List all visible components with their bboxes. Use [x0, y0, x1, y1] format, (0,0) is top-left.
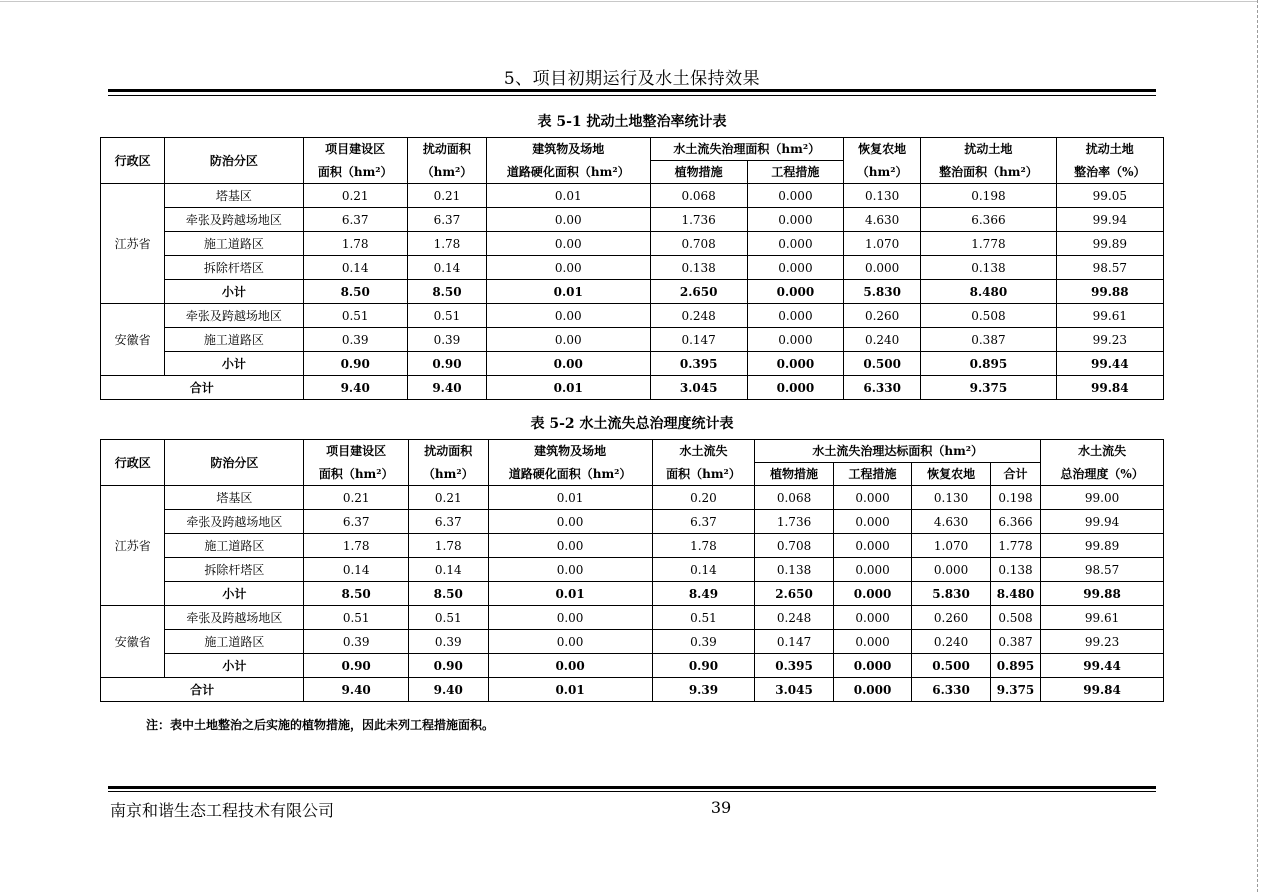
- value-cell: 99.89: [1041, 534, 1164, 558]
- value-cell: 0.198: [921, 184, 1056, 208]
- t1-header-farmland-l2: （hm²）: [856, 165, 908, 179]
- subtotal-value: 8.50: [304, 582, 409, 606]
- subtotal-row: [101, 352, 1164, 376]
- value-cell: 1.78: [303, 232, 407, 256]
- value-cell: 99.23: [1056, 328, 1163, 352]
- subtotal-value: 0.000: [833, 582, 912, 606]
- value-cell: 0.000: [844, 256, 921, 280]
- t1-header-plant: 植物措施: [650, 161, 747, 184]
- t2-header-build-area-l1: 项目建设区: [326, 444, 387, 458]
- t2-header-loss-l2: 面积（hm²）: [666, 467, 741, 481]
- table-row: [101, 304, 1164, 328]
- value-cell: 0.000: [747, 184, 843, 208]
- subtotal-label: 小计: [165, 654, 304, 678]
- value-cell: 0.21: [303, 184, 407, 208]
- value-cell: 1.736: [755, 510, 834, 534]
- value-cell: 0.39: [304, 630, 409, 654]
- value-cell: 99.23: [1041, 630, 1164, 654]
- t1-header-engineering: 工程措施: [747, 161, 843, 184]
- value-cell: 98.57: [1041, 558, 1164, 582]
- t1-header-farmland-l1: 恢复农地: [858, 142, 907, 156]
- t1-header-region: 行政区: [101, 138, 165, 184]
- running-header: 5、项目初期运行及水土保持效果: [503, 69, 761, 89]
- zone-cell: 施工道路区: [165, 630, 304, 654]
- total-value: 0.000: [747, 376, 843, 400]
- t1-header-zone: 防治分区: [165, 138, 303, 184]
- table1: [100, 137, 1164, 400]
- value-cell: 0.00: [487, 304, 650, 328]
- total-value: 6.330: [912, 678, 991, 702]
- value-cell: 0.387: [921, 328, 1056, 352]
- value-cell: 0.000: [747, 304, 843, 328]
- table-note: 注：表中土地整治之后实施的植物措施，因此未列工程措施面积。: [146, 718, 495, 732]
- value-cell: 0.068: [650, 184, 747, 208]
- total-value: 99.84: [1056, 376, 1163, 400]
- value-cell: 6.366: [921, 208, 1056, 232]
- table-row: [101, 256, 1164, 280]
- value-cell: 0.000: [833, 630, 912, 654]
- value-cell: 0.00: [488, 606, 652, 630]
- table1-caption: 表 5-1 扰动土地整治率统计表: [537, 114, 727, 130]
- value-cell: 0.21: [304, 486, 409, 510]
- zone-cell: 牵张及跨越场地区: [165, 208, 303, 232]
- value-cell: 0.708: [755, 534, 834, 558]
- zone-cell: 施工道路区: [165, 232, 303, 256]
- table2-caption: 表 5-2 水土流失总治理度统计表: [530, 416, 734, 432]
- t2-header-disturb-l1: 扰动面积: [424, 444, 473, 458]
- value-cell: 0.000: [833, 486, 912, 510]
- t1-header-build-area-l1: 项目建设区: [325, 142, 386, 156]
- t2-header-plant: 植物措施: [755, 463, 834, 486]
- t2-header-loss-l1: 水土流失: [679, 444, 728, 458]
- value-cell: 6.37: [409, 510, 489, 534]
- value-cell: 0.000: [833, 558, 912, 582]
- value-cell: 0.21: [409, 486, 489, 510]
- total-value: 3.045: [755, 678, 834, 702]
- value-cell: 0.51: [304, 606, 409, 630]
- value-cell: 0.240: [844, 328, 921, 352]
- subtotal-value: 2.650: [755, 582, 834, 606]
- t1-header-disturb-l2: （hm²）: [421, 165, 473, 179]
- subtotal-value: 0.395: [650, 352, 747, 376]
- value-cell: 0.000: [747, 232, 843, 256]
- t1-header-hardened-l1: 建筑物及场地: [532, 142, 605, 156]
- t2-header-degree: [1041, 440, 1164, 486]
- zone-cell: 塔基区: [165, 486, 304, 510]
- t2-header-treated-group: 水土流失治理达标面积（hm²）: [755, 440, 1041, 463]
- zone-cell: 施工道路区: [165, 534, 304, 558]
- value-cell: 0.138: [921, 256, 1056, 280]
- subtotal-value: 0.90: [304, 654, 409, 678]
- footer-rule-thin: [108, 791, 1156, 792]
- value-cell: 0.147: [650, 328, 747, 352]
- value-cell: 0.00: [488, 534, 652, 558]
- value-cell: 0.39: [303, 328, 407, 352]
- table-row: [101, 510, 1164, 534]
- value-cell: 0.508: [921, 304, 1056, 328]
- subtotal-row: [101, 582, 1164, 606]
- t1-header-rate: [1056, 138, 1163, 184]
- value-cell: 1.78: [652, 534, 755, 558]
- value-cell: 1.070: [844, 232, 921, 256]
- value-cell: 0.51: [652, 606, 755, 630]
- subtotal-value: 0.01: [487, 280, 650, 304]
- value-cell: 0.14: [409, 558, 489, 582]
- value-cell: 99.61: [1041, 606, 1164, 630]
- value-cell: 1.778: [990, 534, 1040, 558]
- value-cell: 99.61: [1056, 304, 1163, 328]
- total-value: 3.045: [650, 376, 747, 400]
- value-cell: 4.630: [912, 510, 991, 534]
- subtotal-value: 0.90: [303, 352, 407, 376]
- value-cell: 4.630: [844, 208, 921, 232]
- value-cell: 6.366: [990, 510, 1040, 534]
- value-cell: 98.57: [1056, 256, 1163, 280]
- subtotal-value: 99.44: [1056, 352, 1163, 376]
- value-cell: 0.708: [650, 232, 747, 256]
- t1-header-remediated-l2: 整治面积（hm²）: [939, 165, 1038, 179]
- subtotal-value: 0.895: [990, 654, 1040, 678]
- subtotal-value: 0.90: [409, 654, 489, 678]
- value-cell: 0.260: [912, 606, 991, 630]
- t1-header-hardened-l2: 道路硬化面积（hm²）: [506, 165, 630, 179]
- table-row: [101, 184, 1164, 208]
- value-cell: 1.736: [650, 208, 747, 232]
- t2-header-disturb: [409, 440, 489, 486]
- total-value: 6.330: [844, 376, 921, 400]
- zone-cell: 塔基区: [165, 184, 303, 208]
- t2-header-sum: 合计: [990, 463, 1040, 486]
- value-cell: 0.198: [990, 486, 1040, 510]
- value-cell: 0.21: [407, 184, 486, 208]
- subtotal-label: 小计: [165, 280, 303, 304]
- total-value: 9.375: [990, 678, 1040, 702]
- t2-header-farmland: 恢复农地: [912, 463, 991, 486]
- total-label: 合计: [101, 376, 304, 400]
- zone-cell: 拆除杆塔区: [165, 256, 303, 280]
- header-rule-thick: [108, 89, 1156, 92]
- subtotal-value: 0.500: [912, 654, 991, 678]
- value-cell: 0.240: [912, 630, 991, 654]
- subtotal-value: 0.895: [921, 352, 1056, 376]
- t1-header-build-area-l2: 面积（hm²）: [317, 165, 393, 179]
- value-cell: 0.508: [990, 606, 1040, 630]
- value-cell: 0.39: [407, 328, 486, 352]
- value-cell: 0.00: [487, 256, 650, 280]
- value-cell: 6.37: [304, 510, 409, 534]
- total-row: [101, 376, 1164, 400]
- value-cell: 99.00: [1041, 486, 1164, 510]
- t2-header-engineering: 工程措施: [833, 463, 912, 486]
- total-value: 9.40: [303, 376, 407, 400]
- value-cell: 0.138: [990, 558, 1040, 582]
- value-cell: 0.14: [652, 558, 755, 582]
- region-cell: 江苏省: [101, 184, 165, 304]
- subtotal-label: 小计: [165, 582, 304, 606]
- total-value: 0.01: [488, 678, 652, 702]
- subtotal-value: 0.00: [488, 654, 652, 678]
- subtotal-value: 99.88: [1041, 582, 1164, 606]
- subtotal-value: 99.44: [1041, 654, 1164, 678]
- table-row: [101, 606, 1164, 630]
- value-cell: 1.070: [912, 534, 991, 558]
- subtotal-value: 2.650: [650, 280, 747, 304]
- table-row: [101, 232, 1164, 256]
- t1-header-disturb-l1: 扰动面积: [422, 142, 471, 156]
- value-cell: 0.387: [990, 630, 1040, 654]
- zone-cell: 拆除杆塔区: [165, 558, 304, 582]
- value-cell: 1.78: [304, 534, 409, 558]
- table-row: [101, 534, 1164, 558]
- value-cell: 0.068: [755, 486, 834, 510]
- value-cell: 0.01: [488, 486, 652, 510]
- value-cell: 0.20: [652, 486, 755, 510]
- subtotal-row: [101, 280, 1164, 304]
- page-top-edge: [0, 1, 1258, 2]
- t2-header-build-area: [304, 440, 409, 486]
- value-cell: 0.000: [747, 256, 843, 280]
- subtotal-value: 0.01: [488, 582, 652, 606]
- value-cell: 0.00: [488, 630, 652, 654]
- subtotal-value: 0.90: [652, 654, 755, 678]
- t1-header-remediated-l1: 扰动土地: [964, 142, 1013, 156]
- total-value: 9.40: [409, 678, 489, 702]
- subtotal-value: 0.000: [747, 352, 843, 376]
- total-value: 9.375: [921, 376, 1056, 400]
- subtotal-value: 8.49: [652, 582, 755, 606]
- value-cell: 0.51: [303, 304, 407, 328]
- value-cell: 1.778: [921, 232, 1056, 256]
- subtotal-value: 99.88: [1056, 280, 1163, 304]
- value-cell: 0.000: [747, 208, 843, 232]
- subtotal-label: 小计: [165, 352, 303, 376]
- value-cell: 6.37: [407, 208, 486, 232]
- value-cell: 0.000: [833, 606, 912, 630]
- value-cell: 0.00: [487, 208, 650, 232]
- value-cell: 1.78: [407, 232, 486, 256]
- value-cell: 0.00: [487, 232, 650, 256]
- value-cell: 6.37: [303, 208, 407, 232]
- total-value: 9.40: [407, 376, 486, 400]
- value-cell: 0.138: [650, 256, 747, 280]
- value-cell: 0.51: [407, 304, 486, 328]
- value-cell: 0.000: [747, 328, 843, 352]
- footer-company: 南京和谐生态工程技术有限公司: [110, 801, 335, 820]
- t1-header-build-area: [303, 138, 407, 184]
- total-label: 合计: [101, 678, 304, 702]
- value-cell: 0.01: [487, 184, 650, 208]
- page-number: 39: [710, 798, 732, 817]
- page-right-edge: [1257, 0, 1258, 892]
- subtotal-value: 8.50: [409, 582, 489, 606]
- table-row: [101, 558, 1164, 582]
- value-cell: 0.14: [407, 256, 486, 280]
- total-value: 9.39: [652, 678, 755, 702]
- value-cell: 1.78: [409, 534, 489, 558]
- total-value: 0.000: [833, 678, 912, 702]
- subtotal-value: 0.500: [844, 352, 921, 376]
- subtotal-value: 5.830: [844, 280, 921, 304]
- value-cell: 99.94: [1041, 510, 1164, 534]
- t1-header-farmland: [844, 138, 921, 184]
- t2-header-disturb-l2: （hm²）: [422, 467, 474, 481]
- table-row: [101, 328, 1164, 352]
- value-cell: 0.51: [409, 606, 489, 630]
- value-cell: 0.138: [755, 558, 834, 582]
- value-cell: 0.39: [409, 630, 489, 654]
- t2-header-degree-l2: 总治理度（%）: [1060, 467, 1144, 481]
- t2-header-hardened-l1: 建筑物及场地: [534, 444, 607, 458]
- total-row: [101, 678, 1164, 702]
- subtotal-row: [101, 654, 1164, 678]
- t1-header-rate-l2: 整治率（%）: [1074, 165, 1146, 179]
- t1-header-erosion-group: 水土流失治理面积（hm²）: [650, 138, 844, 161]
- value-cell: 0.000: [833, 534, 912, 558]
- value-cell: 99.05: [1056, 184, 1163, 208]
- value-cell: 0.00: [487, 328, 650, 352]
- subtotal-value: 0.00: [487, 352, 650, 376]
- zone-cell: 牵张及跨越场地区: [165, 304, 303, 328]
- subtotal-value: 0.90: [407, 352, 486, 376]
- table-row: [101, 208, 1164, 232]
- value-cell: 0.248: [755, 606, 834, 630]
- t2-header-build-area-l2: 面积（hm²）: [318, 467, 394, 481]
- value-cell: 0.39: [652, 630, 755, 654]
- value-cell: 6.37: [652, 510, 755, 534]
- zone-cell: 施工道路区: [165, 328, 303, 352]
- t1-header-rate-l1: 扰动土地: [1085, 142, 1134, 156]
- t2-header-hardened-l2: 道路硬化面积（hm²）: [508, 467, 632, 481]
- zone-cell: 牵张及跨越场地区: [165, 510, 304, 534]
- subtotal-value: 8.480: [921, 280, 1056, 304]
- total-value: 0.01: [487, 376, 650, 400]
- table-row: [101, 630, 1164, 654]
- t2-header-region: 行政区: [101, 440, 165, 486]
- value-cell: 0.00: [488, 558, 652, 582]
- subtotal-value: 0.000: [747, 280, 843, 304]
- subtotal-value: 0.000: [833, 654, 912, 678]
- footer-page-wrap: [0, 798, 1262, 817]
- value-cell: 99.94: [1056, 208, 1163, 232]
- value-cell: 0.14: [303, 256, 407, 280]
- table2: [100, 439, 1164, 702]
- region-cell: 安徽省: [101, 606, 165, 678]
- total-value: 99.84: [1041, 678, 1164, 702]
- value-cell: 0.14: [304, 558, 409, 582]
- subtotal-value: 0.395: [755, 654, 834, 678]
- total-value: 9.40: [304, 678, 409, 702]
- value-cell: 0.000: [912, 558, 991, 582]
- zone-cell: 牵张及跨越场地区: [165, 606, 304, 630]
- table-row: [101, 486, 1164, 510]
- header-rule-thin: [108, 95, 1156, 96]
- subtotal-value: 5.830: [912, 582, 991, 606]
- value-cell: 0.000: [833, 510, 912, 534]
- subtotal-value: 8.50: [407, 280, 486, 304]
- value-cell: 0.248: [650, 304, 747, 328]
- value-cell: 0.00: [488, 510, 652, 534]
- t2-header-degree-l1: 水土流失: [1078, 444, 1127, 458]
- footer-rule-thick: [108, 786, 1156, 789]
- t1-header-remediated: [921, 138, 1056, 184]
- region-cell: 安徽省: [101, 304, 165, 376]
- t2-header-zone: 防治分区: [165, 440, 304, 486]
- value-cell: 0.130: [912, 486, 991, 510]
- value-cell: 0.147: [755, 630, 834, 654]
- value-cell: 0.130: [844, 184, 921, 208]
- value-cell: 0.260: [844, 304, 921, 328]
- t1-header-hardened: [487, 138, 650, 184]
- value-cell: 99.89: [1056, 232, 1163, 256]
- region-cell: 江苏省: [101, 486, 165, 606]
- subtotal-value: 8.50: [303, 280, 407, 304]
- t1-header-disturb: [407, 138, 486, 184]
- subtotal-value: 8.480: [990, 582, 1040, 606]
- t2-header-hardened: [488, 440, 652, 486]
- t2-header-loss: [652, 440, 755, 486]
